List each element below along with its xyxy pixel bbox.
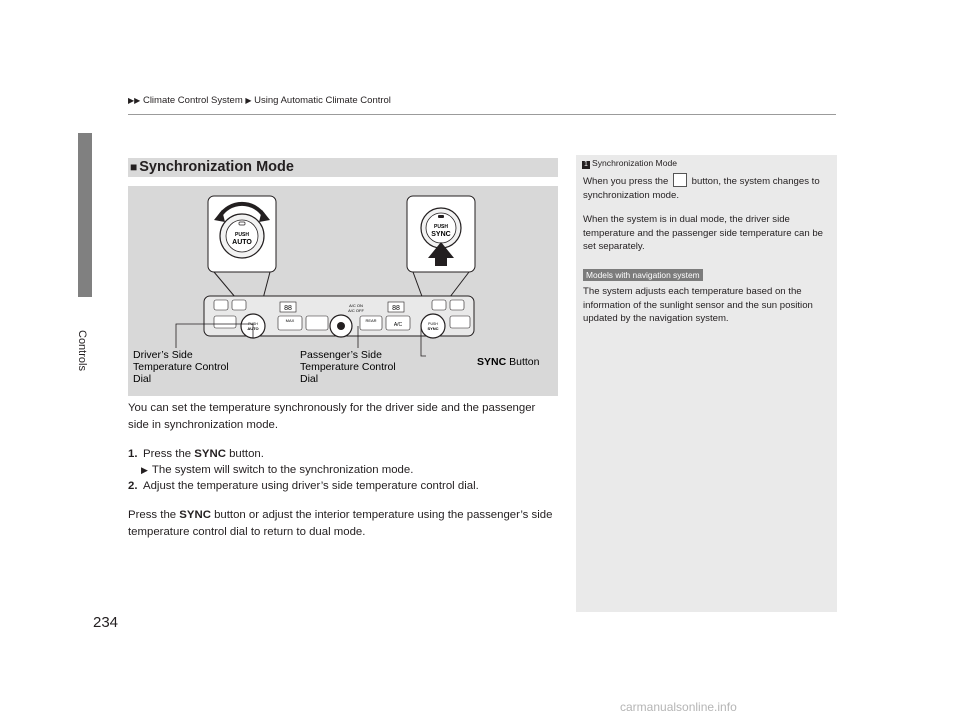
step-1 [128,446,264,463]
result-arrow-icon: ▶ [141,465,148,475]
climate-control-figure [128,186,558,396]
rear-label: REAR [365,318,377,323]
step-2 [128,478,479,495]
display-left: 88 [284,305,292,312]
passenger-dial-callout-1: Passenger’s Side [300,349,382,361]
sidebar-p1-pre: When you press the [583,176,671,187]
section-marker-icon: ■ [130,160,138,174]
note-ref-icon: 1 [582,161,590,169]
step-1-number: 1. [128,448,138,460]
step-1-result-text: The system will switch to the synchronization mode. [151,464,414,476]
ac-label: A/C [393,322,403,328]
step-1-post: button. [225,448,264,460]
sidebar-paragraph-3: The system adjusts each temperature based on the information of the sunlight sensor and the sun position updated by the navigation system. [583,286,813,325]
breadcrumb-arrow-icon: ▶▶ [128,96,141,105]
step-1-button-name: SYNC [194,448,226,460]
sidebar-paragraph-2: When the system is in dual mode, the driver side temperature and the passenger side temperature can be set separately. [583,214,823,253]
intro-paragraph: You can set the temperature synchronously for the driver side and the passenger side in synchronization mode. [128,402,536,431]
chapter-tab [78,133,92,297]
max-label: MAX [285,318,295,323]
step-1-result [141,462,413,479]
driver-dial-push: PUSH [248,322,258,326]
breadcrumb-current: Using Automatic Climate Control [254,95,391,106]
ac-off-label: A/C OFF [348,308,364,313]
watermark: carmanualsonline.info [620,700,737,714]
passenger-dial-callout-2: Temperature Control [300,361,396,373]
step-2-text: Adjust the temperature using driver’s side temperature control dial. [143,480,479,492]
passenger-dial-sync: SYNC [427,326,439,331]
zoom-auto-label: AUTO [232,239,252,246]
step-2-number: 2. [128,480,138,492]
sidebar-paragraph-1 [583,173,831,202]
driver-dial-callout-2: Temperature Control [133,361,229,373]
ac-on-label: A/C ON [349,303,363,308]
return-paragraph [128,507,560,541]
passenger-dial-push: PUSH [428,322,438,326]
chapter-tab-label: Controls [76,330,88,371]
return-post: button or adjust the interior temperature using the passenger’s side temperature control dial to return to dual mode. [128,509,553,538]
breadcrumb-arrow-icon: ▶ [245,96,252,105]
zoom-push-label-2: PUSH [434,224,448,230]
sidebar-heading-text: Synchronization Mode [592,158,678,168]
sidebar-p1-post: button, the system changes to synchronization mode. [583,176,820,201]
sidebar-heading [582,158,677,169]
sync-button-icon [673,173,687,187]
step-1-pre: Press the [143,448,195,460]
return-pre: Press the [128,509,180,521]
header-divider [128,114,836,115]
display-right: 88 [392,305,400,312]
zoom-push-label: PUSH [235,232,249,238]
climate-panel-illustration [128,186,558,396]
model-badge: Models with navigation system [583,269,703,281]
page-number: 234 [93,614,119,631]
return-button-name: SYNC [179,509,211,521]
driver-dial-callout-1: Driver’s Side [133,349,193,361]
passenger-dial-callout-3: Dial [300,373,319,385]
driver-dial-callout-3: Dial [133,373,152,385]
zoom-sync-label: SYNC [431,231,451,238]
section-title [130,158,294,177]
section-title-text: Synchronization Mode [139,159,294,175]
breadcrumb [128,95,391,106]
driver-dial-auto: AUTO [247,326,259,331]
sync-button-callout: SYNC Button [477,356,540,368]
breadcrumb-link-climate[interactable]: Climate Control System [142,95,243,106]
